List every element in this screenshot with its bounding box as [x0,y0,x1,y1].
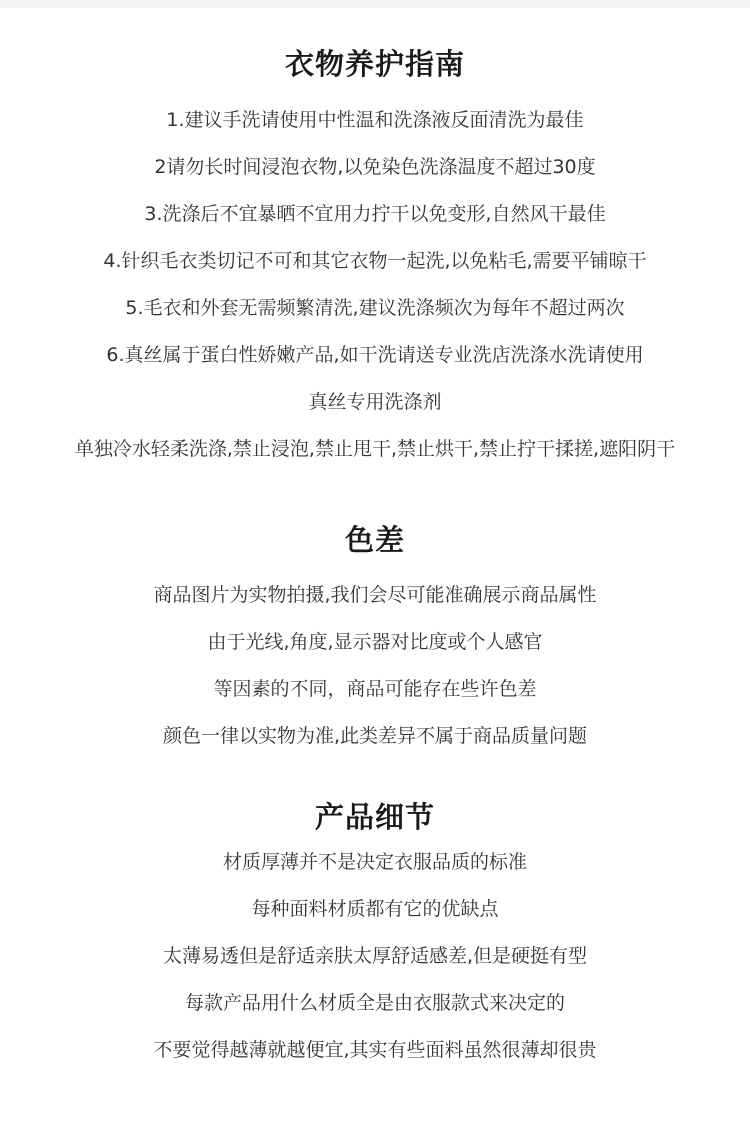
top-divider-strip [0,0,750,8]
care-guide-lines [0,97,750,473]
color-difference-line-3: 等因素的不同，商品可能存在些许色差 [213,678,537,700]
product-details-title: 产品细节 [314,800,435,834]
care-guide-line-6: 6.真丝属于蛋白性娇嫩产品,如干洗请送专业洗店洗涤水洗请使用 [106,344,644,366]
care-guide-line-7: 真丝专用洗涤剂 [308,391,442,413]
care-guide-line-4: 4.针织毛衣类切记不可和其它衣物一起洗,以免粘毛,需要平铺晾干 [103,250,647,272]
color-difference-line-1: 商品图片为实物拍摄,我们会尽可能准确展示商品属性 [153,584,597,606]
care-guide-line-8: 单独冷水轻柔洗涤,禁止浸泡,禁止甩干,禁止烘干,禁止拧干揉搓,遮阳阴干 [74,438,676,460]
product-details-section [0,797,750,1074]
product-details-line-4: 每款产品用什么材质全是由衣服款式来决定的 [184,992,565,1014]
care-guide-line-5: 5.毛衣和外套无需频繁清洗,建议洗涤频次为每年不超过两次 [125,297,625,319]
care-guide-line-3: 3.洗涤后不宜暴晒不宜用力拧干以免变形,自然风干最佳 [144,203,606,225]
care-guide-line-1: 1.建议手洗请使用中性温和洗涤液反面清洗为最佳 [166,109,584,131]
product-details-line-2: 每种面料材质都有它的优缺点 [251,898,499,920]
color-difference-line-2: 由于光线,角度,显示器对比度或个人感官 [207,631,543,653]
product-details-line-3: 太薄易透但是舒适亲肤太厚舒适感差,但是硬挺有型 [162,945,588,967]
color-difference-section [0,520,750,760]
product-details-line-1: 材质厚薄并不是决定衣服品质的标准 [222,851,527,873]
care-guide-section [0,44,750,473]
product-details-lines [0,839,750,1074]
color-difference-line-4: 颜色一律以实物为准,此类差异不属于商品质量问题 [162,725,588,747]
product-details-line-5: 不要觉得越薄就越便宜,其实有些面料虽然很薄却很贵 [153,1039,597,1061]
color-difference-lines [0,572,750,760]
color-difference-title: 色差 [344,523,405,557]
care-guide-line-2: 2请勿长时间浸泡衣物,以免染色洗涤温度不超过30度 [154,156,596,178]
care-guide-title: 衣物养护指南 [284,47,465,81]
